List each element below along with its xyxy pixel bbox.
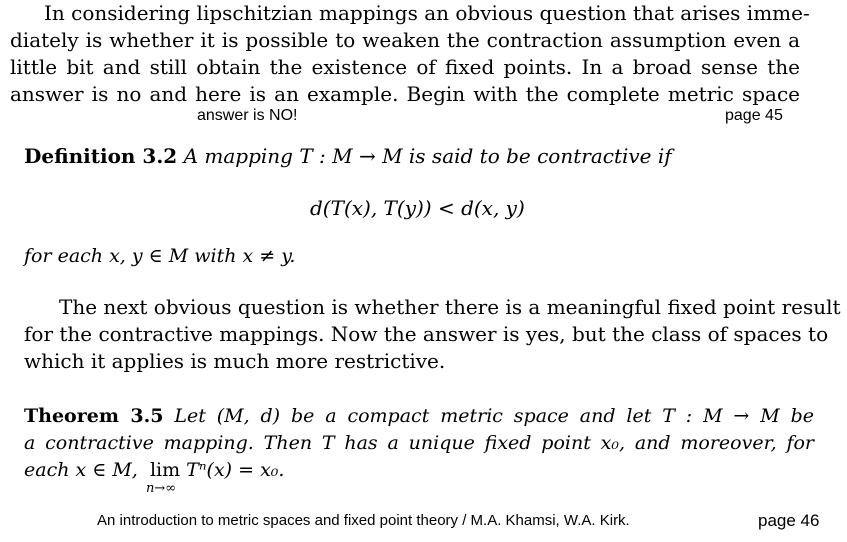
theorem-label: Theorem 3.5 <box>24 405 164 427</box>
definition-text: A mapping T : M → M is said to be contractive if <box>183 144 672 168</box>
paragraph-2-line-1: The next obvious question is whether there is a meaningful fixed point result <box>59 295 841 319</box>
theorem-line-1-text: Let (M, d) be a compact metric space and let T : M → M be <box>174 405 814 427</box>
theorem-line-3-suffix: Tⁿ(x) = x₀. <box>186 459 285 481</box>
intro-paragraph <box>10 0 810 108</box>
definition-heading <box>24 142 672 170</box>
annotation-note: answer is NO! <box>197 107 298 124</box>
limit-word: lim <box>149 459 181 481</box>
limit-subscript: n→∞ <box>145 481 177 496</box>
theorem-line-3 <box>24 457 814 496</box>
definition-label: Definition 3.2 <box>24 144 178 168</box>
intro-line-2: diately is whether it is possible to weaken the contraction assumption even a <box>10 28 800 52</box>
theorem-line-2: a contractive mapping. Then T has a unique fixed point x₀, and moreover, for <box>24 432 814 454</box>
theorem-block <box>24 403 814 496</box>
footer-page-46: page 46 <box>758 511 820 530</box>
intro-line-1: In considering lipschitzian mappings an obvious question that arises imme- <box>44 1 810 25</box>
intro-line-3: little bit and still obtain the existence of fixed points. In a broad sense the <box>10 55 800 79</box>
footer-source: An introduction to metric spaces and fixed point theory / M.A. Khamsi, W.A. Kirk. <box>97 512 630 529</box>
paragraph-2-line-2: for the contractive mappings. Now the answer is yes, but the class of spaces to <box>24 322 829 346</box>
definition-equation: d(T(x), T(y)) < d(x, y) <box>310 196 525 220</box>
definition-condition: for each x, y ∈ M with x ≠ y. <box>24 245 296 267</box>
paragraph-2 <box>24 294 841 375</box>
paragraph-2-line-3: which it applies is much more restrictive. <box>24 349 446 373</box>
intro-line-4: answer is no and here is an example. Begin with the complete metric space <box>10 82 800 106</box>
theorem-line-3-prefix: each x ∈ M, <box>24 459 138 481</box>
theorem-line-1 <box>24 403 814 430</box>
annotation-page-45: page 45 <box>725 107 783 124</box>
limit-operator <box>145 457 181 496</box>
